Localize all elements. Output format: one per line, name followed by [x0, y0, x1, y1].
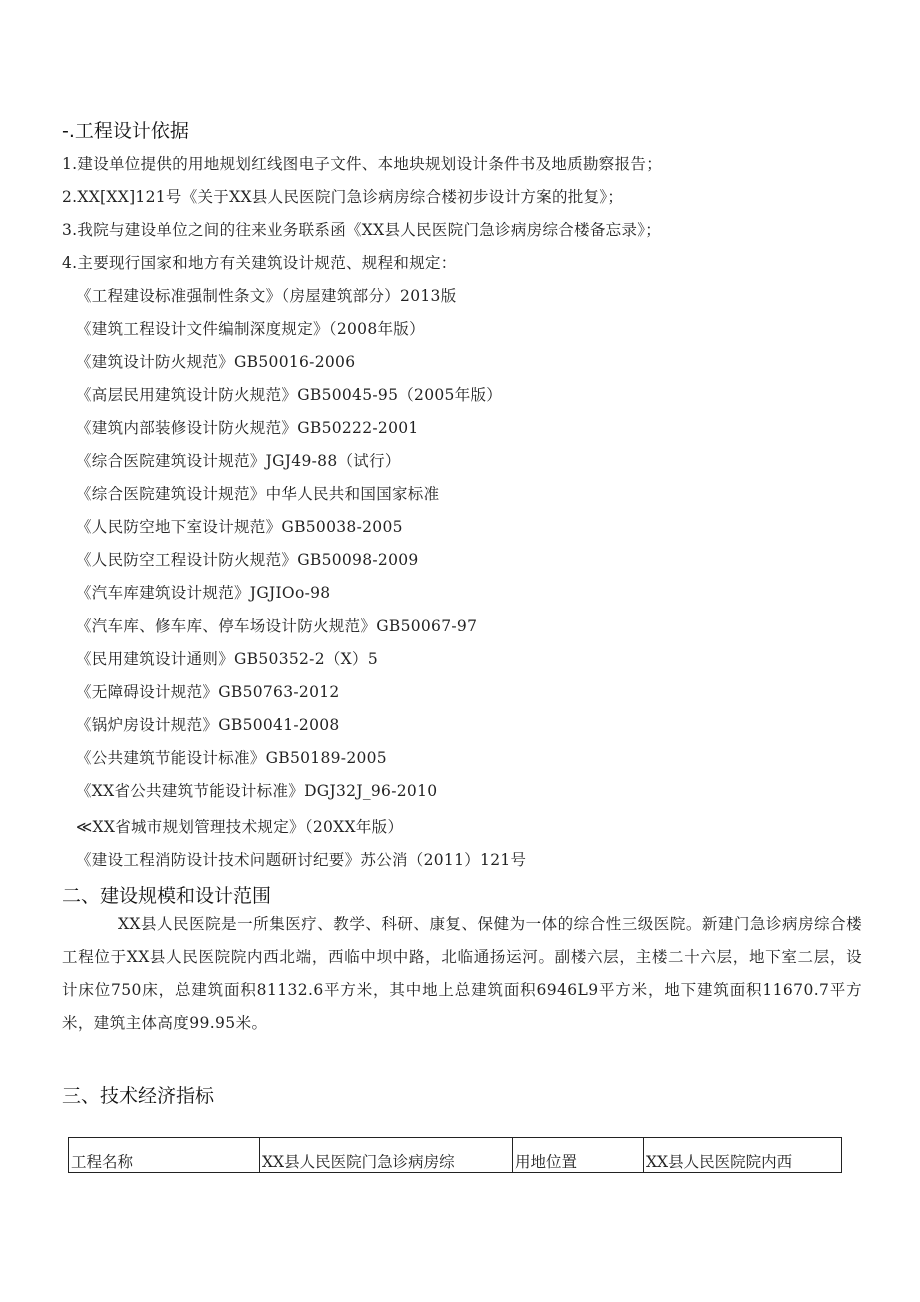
reference-item: 《无障碍设计规范》GB50763-2012	[76, 683, 340, 701]
basis-item-1: 1.建设单位提供的用地规划红线图电子文件、本地块规划设计条件书及地质勘察报告；	[62, 155, 662, 173]
reference-item: ≪XX省城市规划管理技术规定》（20XX年版）	[76, 818, 404, 836]
reference-item: 《综合医院建筑设计规范》JGJ49-88（试行）	[76, 452, 401, 470]
scale-description-paragraph: XX县人民医院是一所集医疗、教学、科研、康复、保健为一体的综合性三级医院。新建门急诊病房综合楼工程位于XX县人民医院院内西北端，西临中坝中路，北临通扬运河。副楼六层，主楼二十六层，地下室二层，设计床位750床，总建筑面积81132.6平方米，其中地上总建筑面积6946L9平方米，地下建筑面积11670.7平方米，建筑主体高度99.95米。	[62, 915, 862, 1032]
reference-item: 《建筑内部装修设计防火规范》GB50222-2001	[76, 419, 419, 437]
reference-item: 《人民防空地下室设计规范》GB50038-2005	[76, 518, 403, 536]
basis-item-3: 3.我院与建设单位之间的往来业务联系函《XX县人民医院门急诊病房综合楼备忘录》；	[62, 221, 662, 239]
reference-item: 《建筑设计防火规范》GB50016-2006	[76, 353, 356, 371]
table-cell-label: 用地位置	[513, 1138, 644, 1173]
basis-item-2: 2.XX[XX]121号《关于XX县人民医院门急诊病房综合楼初步设计方案的批复》；	[62, 188, 624, 206]
reference-item: 《民用建筑设计通则》GB50352-2（X）5	[76, 650, 378, 668]
reference-item: 《汽车库、修车库、停车场设计防火规范》GB50067-97	[76, 617, 478, 635]
reference-item: 《建设工程消防设计技术问题研讨纪要》苏公消（2011）121号	[76, 851, 527, 869]
table-cell-label: 工程名称	[69, 1138, 260, 1173]
section3-heading: 三、技术经济指标	[62, 1085, 215, 1107]
table-cell-value: XX县人民医院院内西	[644, 1138, 842, 1173]
reference-item: 《综合医院建筑设计规范》中华人民共和国国家标准	[76, 485, 440, 503]
reference-item: 《建筑工程设计文件编制深度规定》（2008年版）	[76, 320, 425, 338]
reference-item: 《锅炉房设计规范》GB50041-2008	[76, 716, 340, 734]
reference-item: 《人民防空工程设计防火规范》GB50098-2009	[76, 551, 419, 569]
reference-item: 《XX省公共建筑节能设计标准》DGJ32J_96-2010	[76, 782, 438, 800]
indicator-table	[68, 1137, 842, 1173]
section2-heading: 二、建设规模和设计范围	[62, 885, 272, 907]
basis-item-4: 4.主要现行国家和地方有关建筑设计规范、规程和规定：	[62, 254, 457, 272]
reference-item: 《公共建筑节能设计标准》GB50189-2005	[76, 749, 387, 767]
reference-item: 《汽车库建筑设计规范》JGJIOo-98	[76, 584, 331, 602]
reference-item: 《高层民用建筑设计防火规范》GB50045-95（2005年版）	[76, 386, 503, 404]
section1-heading: -.工程设计依据	[62, 120, 189, 142]
table-cell-value: XX县人民医院门急诊病房综	[260, 1138, 513, 1173]
table-row	[69, 1138, 842, 1173]
reference-item: 《工程建设标准强制性条文》（房屋建筑部分）2013版	[76, 287, 457, 305]
